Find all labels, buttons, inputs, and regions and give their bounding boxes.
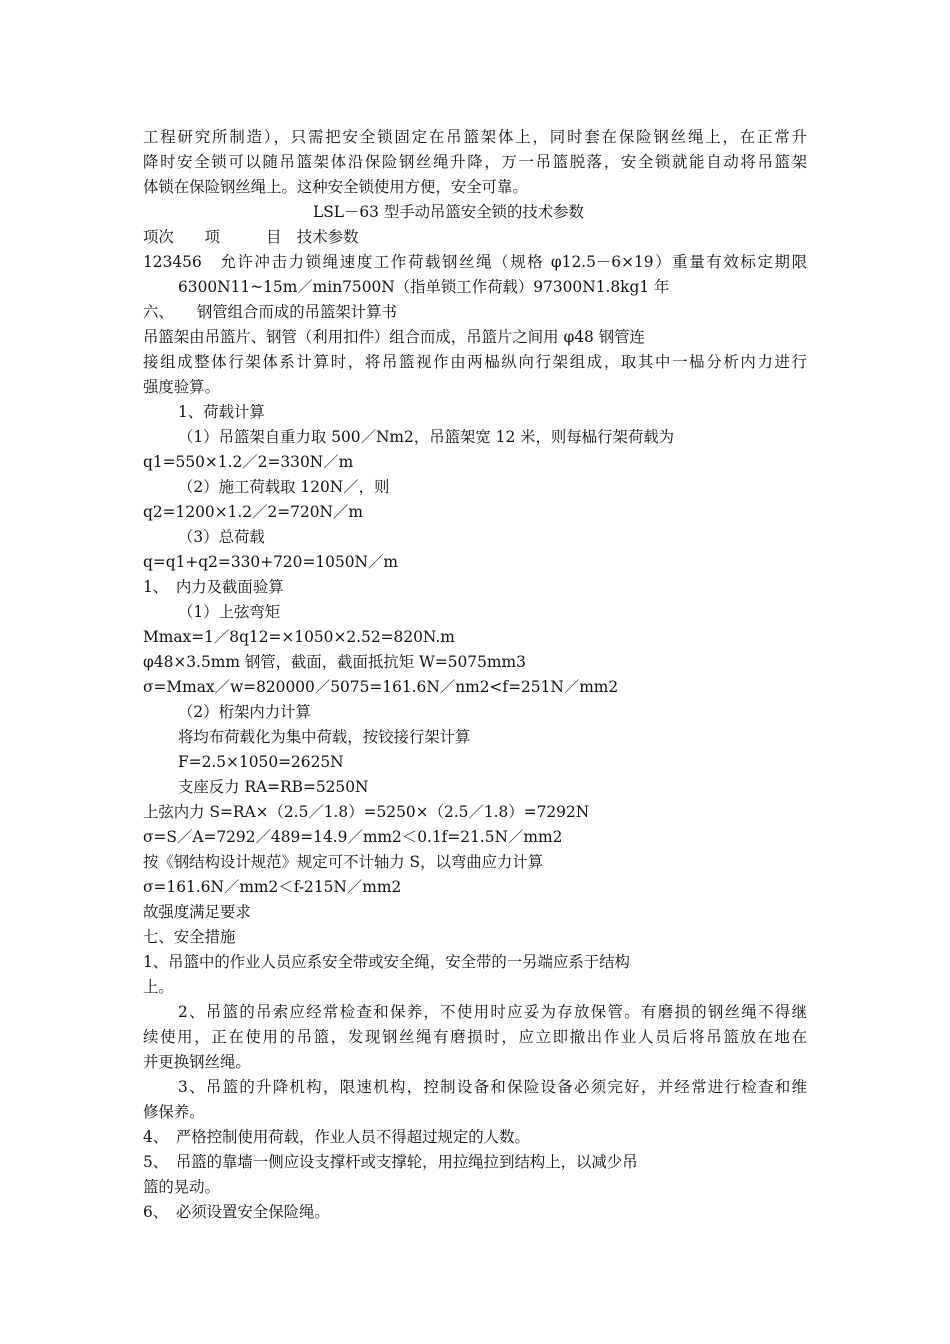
text-line: 接组成整体行架体系计算时，将吊篮视作由两榀纵向行架组成，取其中一榀分析内力进行 <box>143 353 807 371</box>
formula-line: σ=Mmax／w=820000／5075=161.6N／nm2<f=251N／mm2 <box>143 678 619 696</box>
text-line: 并更换钢丝绳。 <box>143 1053 251 1071</box>
text-line: 6、 必须设置安全保险绳。 <box>143 1203 330 1221</box>
formula-line: q2=1200×1.2／2=720N／m <box>143 503 363 521</box>
text-line: 续使用，正在使用的吊篮，发现钢丝绳有磨损时，应立即撤出作业人员后将吊篮放在地在 <box>143 1028 807 1046</box>
text-line: 将均布荷载化为集中荷载，按铰接行架计算 <box>178 728 471 746</box>
formula-line: F=2.5×1050=2625N <box>178 753 344 771</box>
text-line: 1、吊篮中的作业人员应系安全带或安全绳，安全带的一另端应系于结构 <box>143 953 630 971</box>
text-line: 工程研究所制造），只需把安全锁固定在吊篮架体上，同时套在保险钢丝绳上，在正常升 <box>143 128 807 146</box>
text-line: 上。 <box>143 978 174 996</box>
text-line: 修保养。 <box>143 1103 205 1121</box>
text-line: 篮的晃动。 <box>143 1178 220 1196</box>
table-row: 6300N11~15m／min7500N（指单锁工作荷载）97300N1.8kg1 年 <box>178 278 670 296</box>
text-line: 故强度满足要求 <box>143 903 251 921</box>
text-line: 吊篮架由吊篮片、钢管（利用扣件）组合而成，吊篮片之间用 φ48 钢管连 <box>143 328 645 346</box>
text-line: （2）桁架内力计算 <box>178 703 311 721</box>
formula-line: 上弦内力 S=RA×（2.5／1.8）=5250×（2.5／1.8）=7292N <box>143 803 590 821</box>
text-line: 体锁在保险钢丝绳上。这种安全锁使用方便，安全可靠。 <box>143 178 528 196</box>
formula-line: q=q1+q2=330+720=1050N／m <box>143 553 398 571</box>
text-line: 按《钢结构设计规范》规定可不计轴力 S，以弯曲应力计算 <box>143 853 544 871</box>
subheading: 1、 内力及截面验算 <box>143 578 284 596</box>
formula-line: σ=S／A=7292／489=14.9／mm2＜0.1f=21.5N／mm2 <box>143 828 563 846</box>
section-heading: 六、 钢管组合而成的吊篮架计算书 <box>143 303 397 321</box>
text-line: （2）施工荷载取 120N／，则 <box>178 478 390 496</box>
text-line: 5、 吊篮的靠墙一侧应设支撑杆或支撑轮，用拉绳拉到结构上，以减少吊 <box>143 1153 638 1171</box>
text-line: 降时安全锁可以随吊篮架体沿保险钢丝绳升降，万一吊篮脱落，安全锁就能自动将吊篮架 <box>143 153 807 171</box>
table-row: 123456 允许冲击力锁绳速度工作荷载钢丝绳（规格 φ12.5－6×19）重量有效标定期限 <box>143 253 807 271</box>
text-line: 强度验算。 <box>143 378 220 396</box>
text-line: 3、吊篮的升降机构，限速机构，控制设备和保险设备必须完好，并经常进行检查和维 <box>178 1078 807 1096</box>
formula-line: σ=161.6N／mm2＜f-215N／mm2 <box>143 878 402 896</box>
formula-line: Mmax=1／8q12=×1050×2.52=820N.m <box>143 628 455 646</box>
text-line: 4、 严格控制使用荷载，作业人员不得超过规定的人数。 <box>143 1128 530 1146</box>
table-header: 项次 项 目 技术参数 <box>143 228 359 246</box>
formula-line: 支座反力 RA=RB=5250N <box>178 778 369 796</box>
text-line: 2、吊篮的吊索应经常检查和保养，不使用时应妥为存放保管。有磨损的钢丝绳不得继 <box>178 1003 807 1021</box>
subheading: 1、荷载计算 <box>178 403 265 421</box>
text-line: （1）上弦弯矩 <box>178 603 281 621</box>
text-line: （3）总荷载 <box>178 528 265 546</box>
section-heading: 七、安全措施 <box>143 928 236 946</box>
text-line: φ48×3.5mm 钢管，截面，截面抵抗矩 W=5075mm3 <box>143 653 526 671</box>
formula-line: q1=550×1.2／2=330N／m <box>143 453 354 471</box>
table-caption: LSL－63 型手动吊篮安全锁的技术参数 <box>313 203 584 221</box>
text-line: （1）吊篮架自重力取 500／Nm2，吊篮架宽 12 米，则每榀行架荷载为 <box>178 428 675 446</box>
